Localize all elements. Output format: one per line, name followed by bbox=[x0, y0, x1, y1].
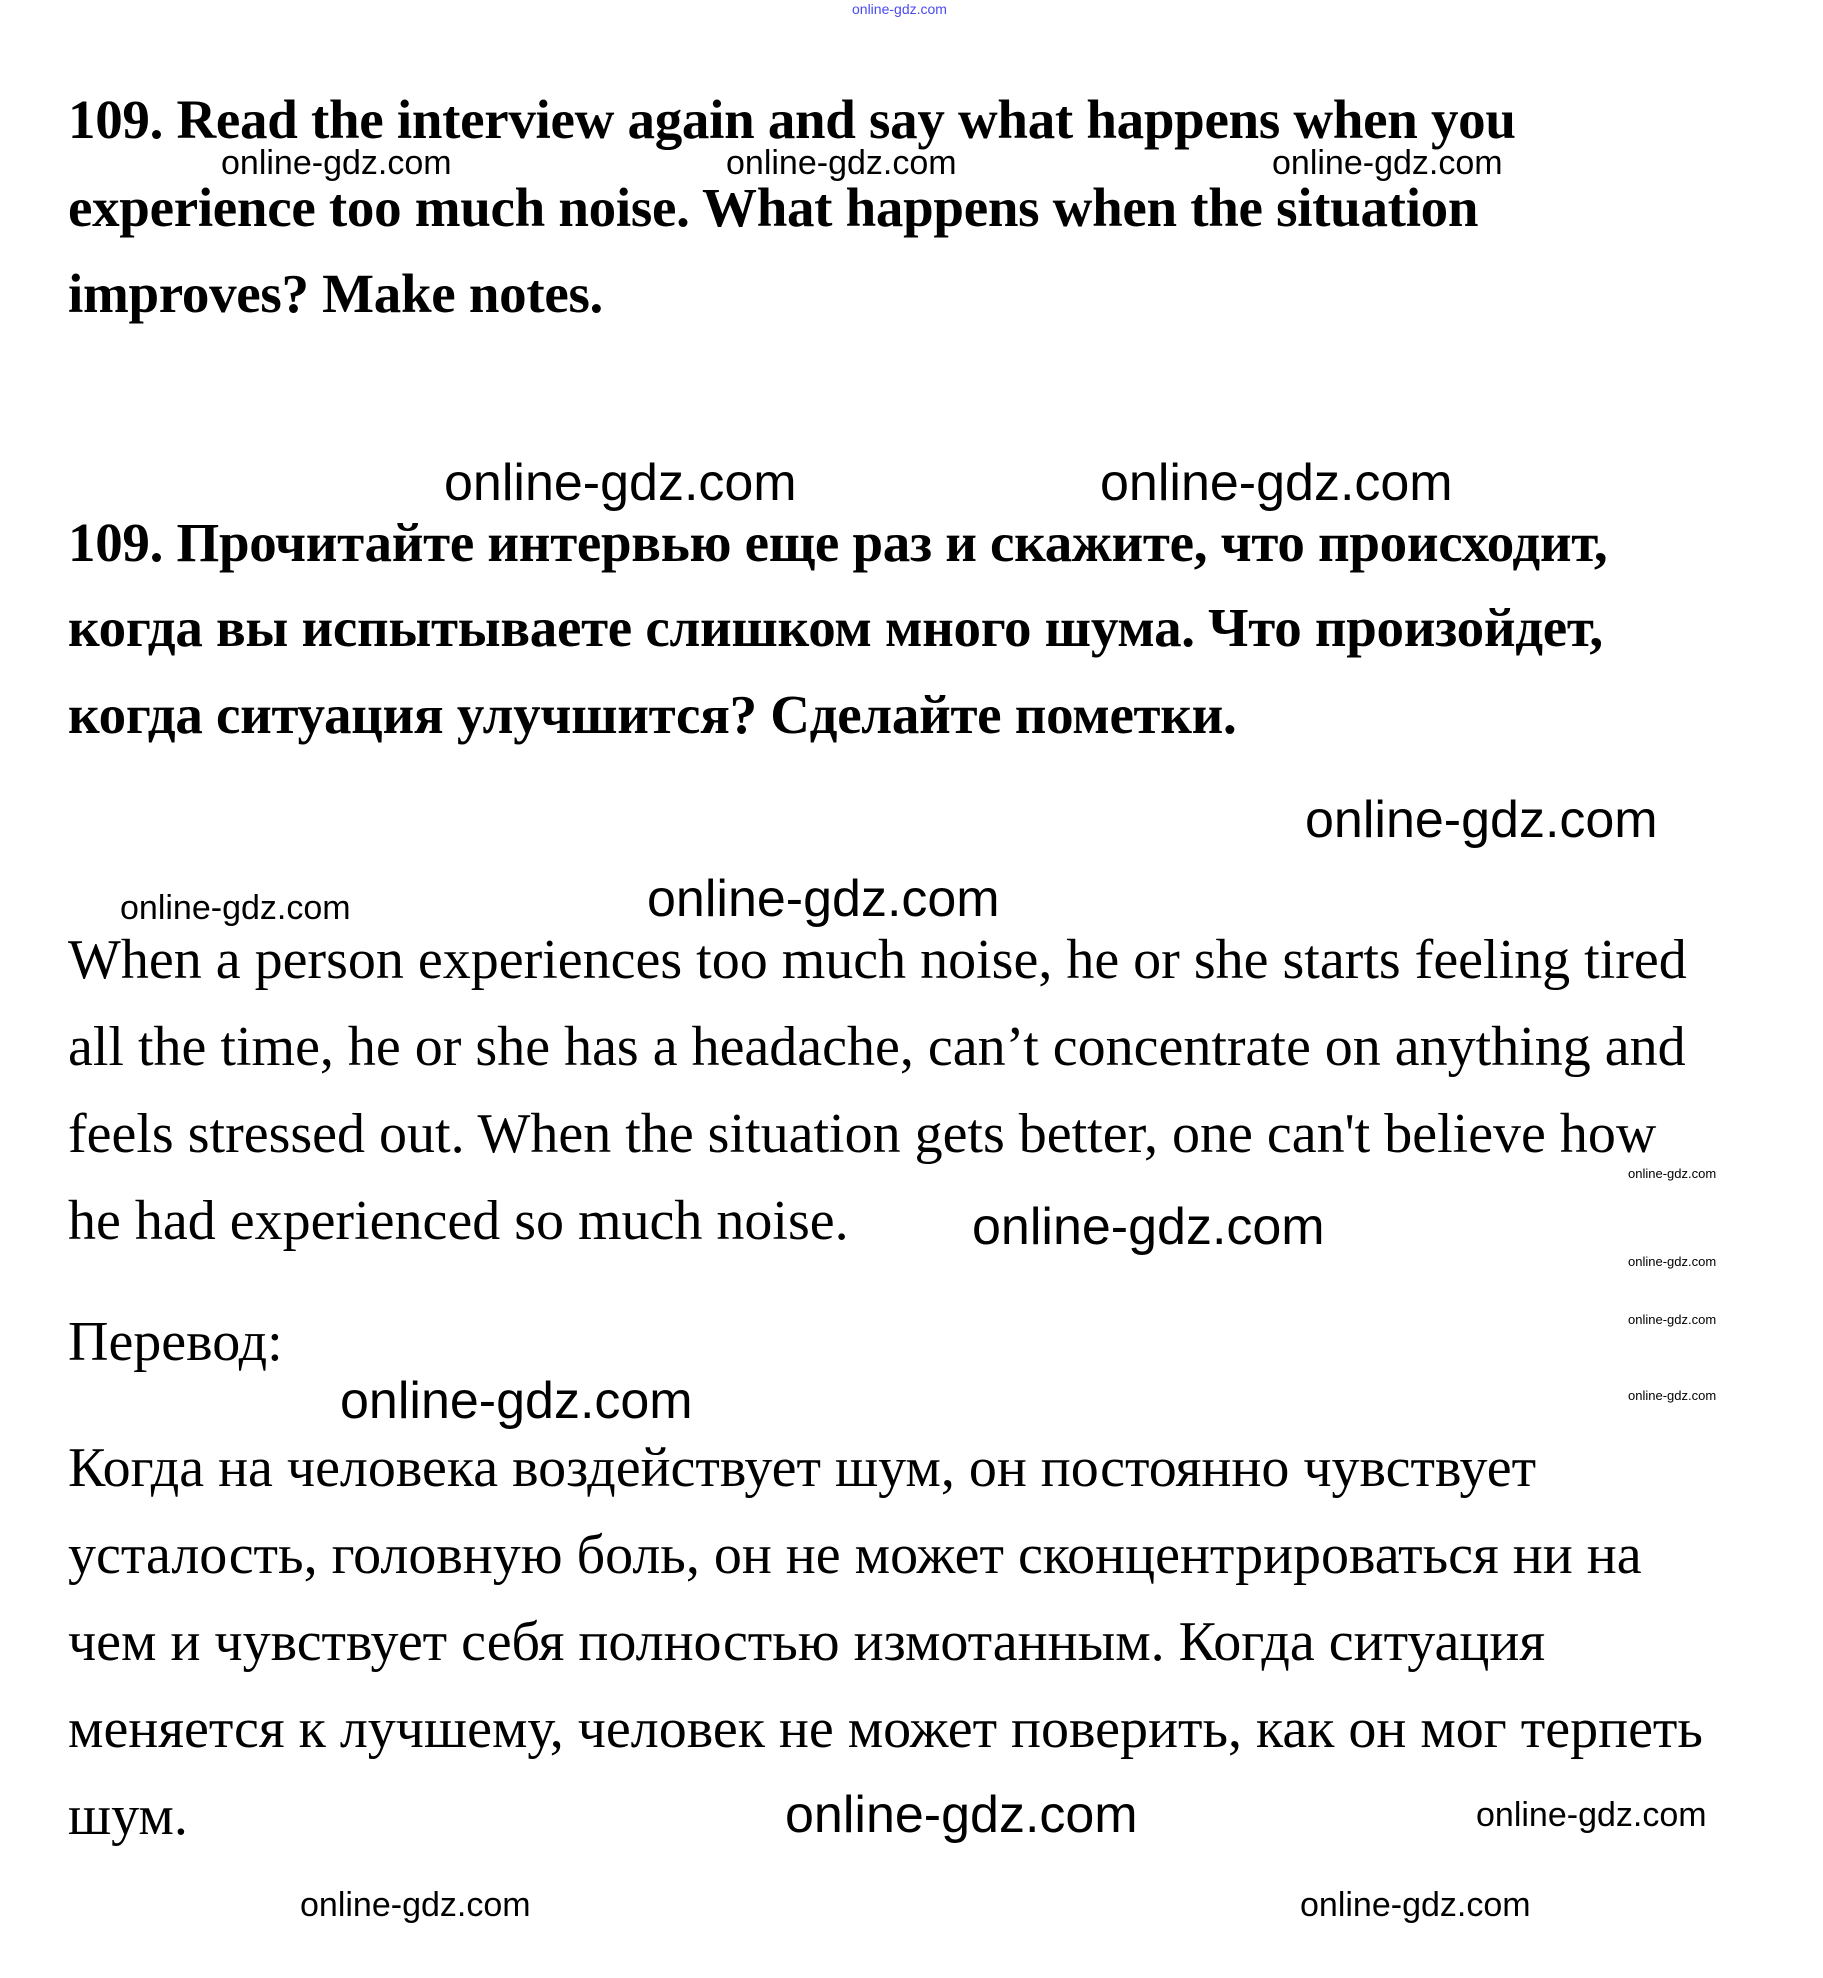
task-en-line: improves? Make notes. bbox=[68, 263, 603, 324]
answer-ru-line: чем и чувствует себя полностью измотанным. Когда ситуация bbox=[68, 1611, 1546, 1673]
watermark: online-gdz.com bbox=[1300, 1886, 1531, 1924]
answer-en-line: When a person experiences too much noise, he or she starts feeling tired bbox=[68, 929, 1687, 991]
answer-en-line: all the time, he or she has a headache, can’t concentrate on anything and bbox=[68, 1016, 1686, 1078]
watermark: online-gdz.com bbox=[120, 889, 351, 927]
answer-ru-line: шум. bbox=[68, 1785, 188, 1847]
task-en-line: 109. Read the interview again and say what happens when you bbox=[68, 89, 1516, 150]
watermark: online-gdz.com bbox=[300, 1886, 531, 1924]
answer-en-line: feels stressed out. When the situation gets better, one can't believe how bbox=[68, 1103, 1657, 1165]
answer-ru-line: Когда на человека воздействует шум, он постоянно чувствует bbox=[68, 1437, 1537, 1499]
watermark: online-gdz.com bbox=[444, 454, 797, 512]
translation-label: Перевод: bbox=[68, 1311, 283, 1373]
header-watermark: online-gdz.com bbox=[852, 1, 947, 17]
watermark: online-gdz.com bbox=[1476, 1796, 1707, 1834]
task-ru-line: 109. Прочитайте интервью еще раз и скажите, что происходит, bbox=[68, 512, 1608, 573]
answer-ru-line: усталость, головную боль, он не может сконцентрироваться ни на bbox=[68, 1524, 1642, 1586]
watermark: online-gdz.com bbox=[1628, 1388, 1717, 1403]
watermark: online-gdz.com bbox=[972, 1198, 1325, 1256]
watermark: online-gdz.com bbox=[1272, 144, 1503, 182]
watermark: online-gdz.com bbox=[1100, 454, 1453, 512]
watermark: online-gdz.com bbox=[1628, 1254, 1717, 1269]
task-ru-line: когда вы испытываете слишком много шума. Что произойдет, bbox=[68, 597, 1603, 658]
watermark: online-gdz.com bbox=[1628, 1312, 1717, 1327]
watermark: online-gdz.com bbox=[340, 1372, 693, 1430]
task-en-line: experience too much noise. What happens when the situation bbox=[68, 177, 1479, 238]
answer-en-line: he had experienced so much noise. bbox=[68, 1190, 849, 1252]
task-ru-line: когда ситуация улучшится? Сделайте пометки. bbox=[68, 684, 1237, 745]
watermark: online-gdz.com bbox=[647, 870, 1000, 928]
watermark: online-gdz.com bbox=[785, 1786, 1138, 1844]
watermark: online-gdz.com bbox=[1628, 1166, 1717, 1181]
watermark: online-gdz.com bbox=[221, 144, 452, 182]
answer-ru-line: меняется к лучшему, человек не может поверить, как он мог терпеть bbox=[68, 1698, 1703, 1760]
watermark: online-gdz.com bbox=[726, 144, 957, 182]
watermark: online-gdz.com bbox=[1305, 791, 1658, 849]
